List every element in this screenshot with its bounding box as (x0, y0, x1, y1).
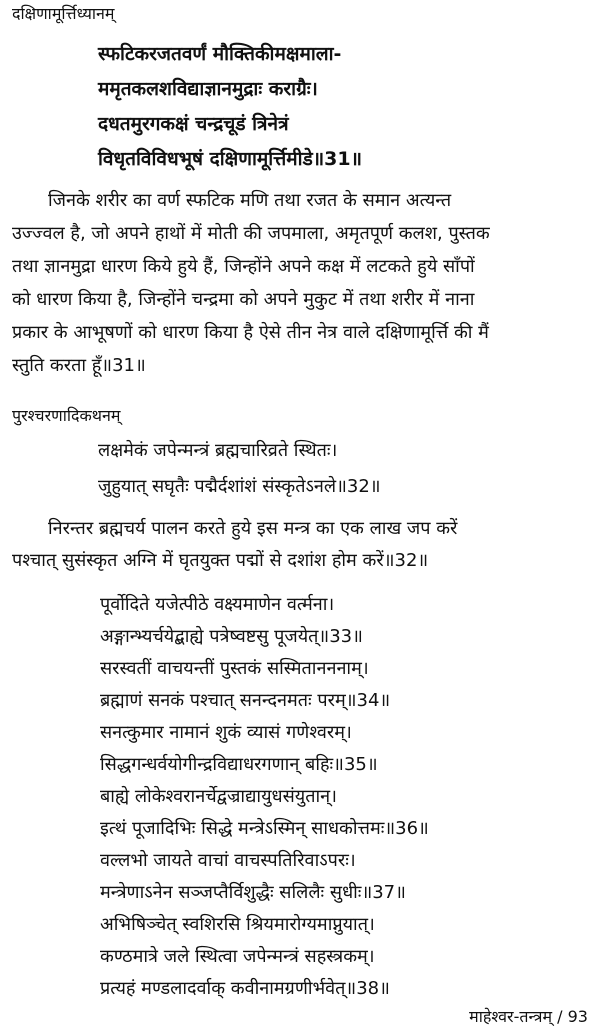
translation-line: प्रकार के आभूषणों को धारण किया है ऐसे तीन नेत्र वाले दक्षिणामूर्त्ति की मैं (12, 322, 489, 343)
verse-line: अभिषिञ्चेत् स्वशिरसि श्रियमारोग्यमाप्नुयात्। (100, 914, 375, 935)
page-footer: माहेश्वर-तन्त्रम् / 93 (469, 1007, 588, 1026)
verse-line: जुहुयात् सघृतैः पद्मैर्दशांशं संस्कृतेऽनले॥32॥ (98, 476, 381, 497)
translation-line: उज्ज्वल है, जो अपने हाथों में मोती की जपमाला, अमृतपूर्ण कलश, पुस्तक (12, 223, 490, 244)
verse-line: ब्रह्माणं सनकं पश्चात् सनन्दनमतः परम्॥34॥ (100, 690, 391, 711)
verse-line: प्रत्यहं मण्डलादर्वाक् कवीनामग्रणीर्भवेत्॥38॥ (100, 978, 390, 999)
translation-line: निरन्तर ब्रह्मचर्य पालन करते हुये इस मन्त्र का एक लाख जप करें (48, 518, 458, 539)
verse-line: स्फटिकरजतवर्णं मौक्तिकीमक्षमाला- (98, 43, 342, 65)
verse-line: ममृतकलशविद्याज्ञानमुद्राः कराग्रैः। (98, 78, 318, 100)
verse-line: मन्त्रेणाऽनेन सञ्जप्तैर्विशुद्धैः सलिलैः सुधीः॥37॥ (100, 882, 406, 903)
verse-line: पूर्वोदिते यजेत्पीठे वक्ष्यमाणेन वर्त्मना। (100, 594, 335, 615)
verse-line: बाह्ये लोकेश्वरानर्चेद्वज्राद्यायुधसंयुतान्। (100, 786, 337, 807)
verse-line: सरस्वतीं वाचयन्तीं पुस्तकं सस्मितानननाम्। (100, 658, 369, 679)
verse-line: अङ्गान्भ्यर्चयेद्बाह्ये पत्रेष्वष्टसु पूजयेत्॥33॥ (100, 626, 363, 647)
verse-line: कण्ठमात्रे जले स्थित्वा जपेन्मन्त्रं सहस्त्रकम्। (100, 946, 375, 967)
verse-line: विधृतविविधभूषं दक्षिणामूर्त्तिमीडे॥31॥ (98, 148, 362, 170)
translation-line: तथा ज्ञानमुद्रा धारण किये हुये हैं, जिन्होंने अपने कक्ष में लटकते हुये साँपों (12, 256, 475, 277)
verse-line: वल्लभो जायते वाचां वाचस्पतिरिवाऽपरः। (100, 850, 356, 871)
verse-line: लक्षमेकं जपेन्मन्त्रं ब्रह्मचारिव्रते स्थितः। (98, 440, 338, 461)
translation-line: पश्चात् सुसंस्कृत अग्नि में घृतयुक्त पद्मों से दशांश होम करें॥32॥ (12, 550, 429, 571)
section-heading-dakshinamurti: दक्षिणामूर्त्तिध्यानम् (12, 4, 115, 23)
translation-line: को धारण किया है, जिन्होंने चन्द्रमा को अपने मुकुट में तथा शरीर में नाना (12, 289, 475, 310)
verse-line: इत्थं पूजादिभिः सिद्धे मन्त्रेऽस्मिन् साधकोत्तमः॥36॥ (100, 818, 429, 839)
verse-line: दधतमुरगकक्षं चन्द्रचूडं त्रिनेत्रं (98, 113, 289, 135)
section-heading-purascharana: पुरश्चरणादिकथनम् (12, 406, 121, 425)
verse-line: सिद्धगन्धर्वयोगीन्द्रविद्याधरगणान् बहिः॥35॥ (100, 754, 378, 775)
translation-line: स्तुति करता हूँ॥31॥ (12, 355, 146, 376)
translation-line: जिनके शरीर का वर्ण स्फटिक मणि तथा रजत के समान अत्यन्त (48, 190, 452, 211)
verse-line: सनत्कुमार नामानं शुकं व्यासं गणेश्वरम्। (100, 722, 352, 743)
